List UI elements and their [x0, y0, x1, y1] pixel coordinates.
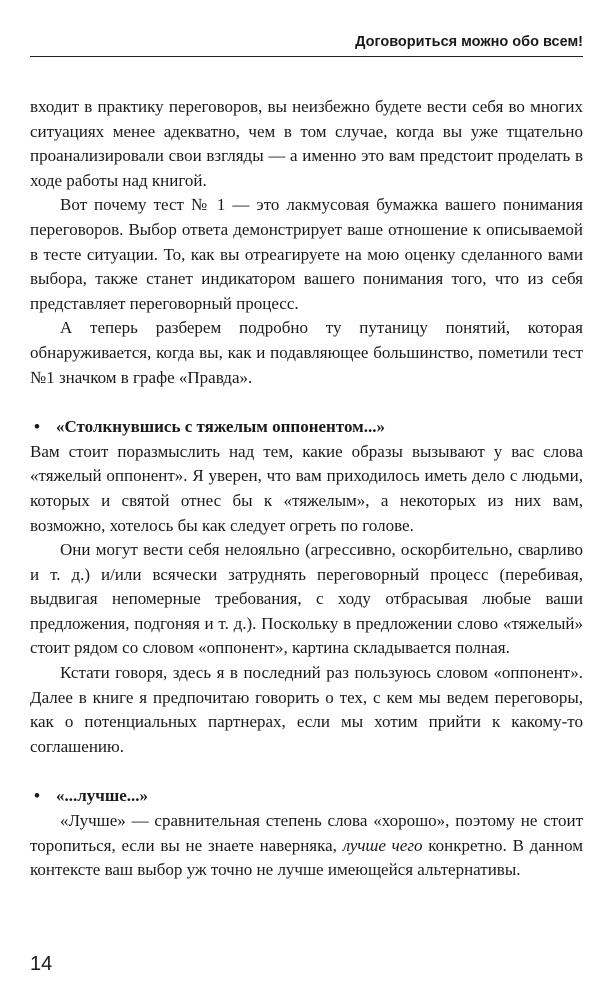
bullet-icon: •	[34, 417, 40, 437]
paragraph: Вот почему тест № 1 — это лакмусовая бумажка вашего понимания переговоров. Выбор ответа демонстрирует ваше отношение к описываемой в тесте ситуации. То, как вы отреагируете на мою оценку сделанного вами выбора, также станет индикатором вашего понимания того, что из себя представляет переговорный процесс.	[30, 195, 583, 313]
page-number: 14	[30, 953, 53, 975]
page-body	[30, 95, 583, 883]
running-header: Договориться можно обо всем!	[30, 34, 583, 57]
emphasis-text: лучше чего	[342, 835, 423, 855]
section-heading-text: «...лучше...»	[56, 786, 149, 806]
paragraph: А теперь разберем подробно ту путаницу понятий, которая обнаруживается, когда вы, как и подавляющее большинство, пометили тест №1 значком в графе «Правда».	[30, 318, 583, 387]
paragraph: Они могут вести себя нелояльно (агрессивно, оскорбительно, сварливо и т. д.) и/или всячески затруднять переговорный процесс (перебивая, выдвигая непомерные требования, с ходу отбрасывая любые ваши предложения, подгоняя и т. д.). Поскольку в предложении слово «тяжелый» стоит рядом со словом «оппонент», картина складывается полная.	[30, 540, 583, 658]
paragraph: Кстати говоря, здесь я в последний раз пользуюсь словом «оппонент». Далее в книге я предпочитаю говорить о тех, с кем мы ведем переговоры, как о потенциальных партнерах, если мы хотим прийти к какому-то соглашению.	[30, 663, 583, 756]
paragraph: входит в практику переговоров, вы неизбежно будете вести себя во многих ситуациях менее адекватно, чем в том случае, когда вы уже тщательно проанализировали свои взгляды — а именно это вам предстоит проделать в ходе работы над книгой.	[30, 97, 583, 190]
section-heading-text: «Столкнувшись с тяжелым оппонентом...»	[56, 417, 385, 437]
paragraph: Вам стоит поразмыслить над тем, какие образы вызывают у вас слова «тяжелый оппонент». Я уверен, что вам приходилось иметь дело с людьми, которых и святой отнес бы к «тяжелым», а некоторых из них вам, возможно, хотелось бы как следует огреть по голове.	[30, 441, 583, 535]
section-heading	[30, 415, 583, 440]
paragraph	[30, 809, 583, 883]
paragraph-text: «Лучше» — сравнительная степень слова «хорошо», поэтому не стоит торопиться, если вы не знаете наверняка,	[30, 811, 583, 855]
section-heading	[30, 784, 583, 809]
paragraph-text: конкретно. В данном контексте ваш выбор уж точно не лучше имеющейся альтернативы.	[30, 835, 583, 880]
bullet-icon: •	[34, 786, 40, 806]
section-gap	[30, 759, 583, 784]
section-gap	[30, 390, 583, 415]
